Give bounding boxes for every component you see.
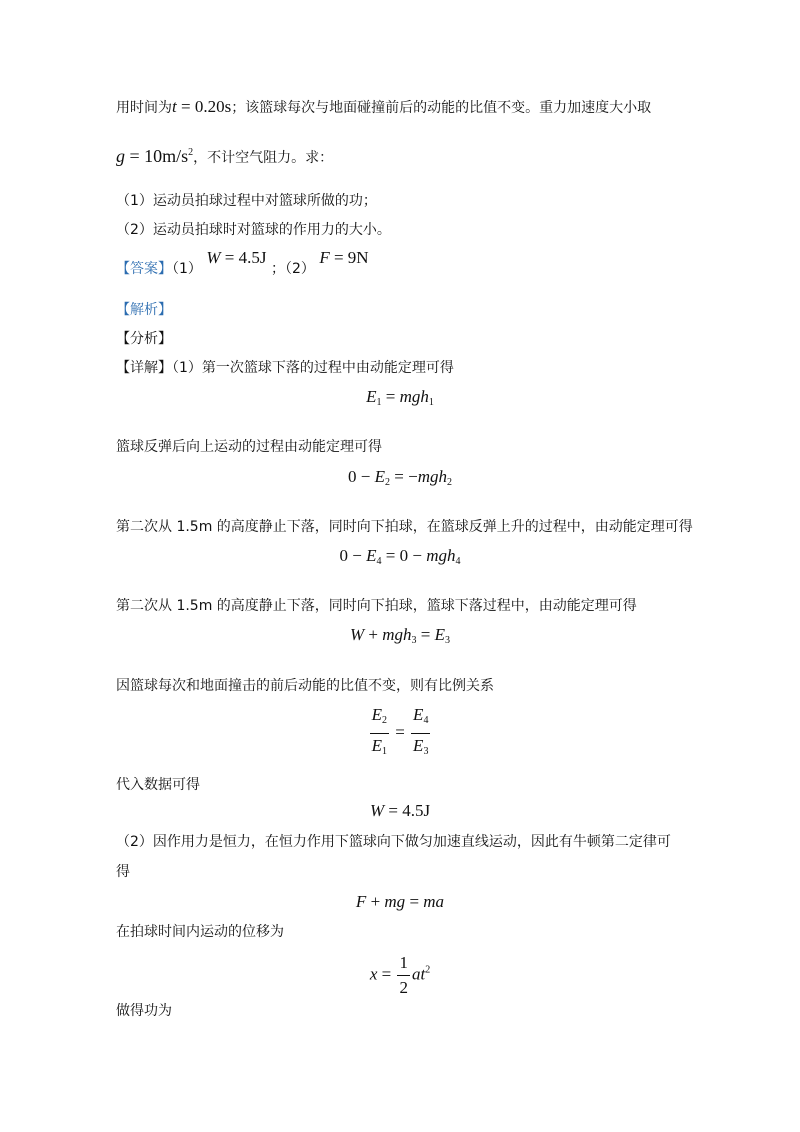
text-3: 第二次从 1.5m 的高度静止下落，同时向下拍球，篮球下落过程中，由动能定理可得 [116, 598, 637, 614]
equation-3: $0 - E_4 = 0 - mgh_4$ [339, 546, 461, 567]
text-8: 做得功为 [116, 1003, 172, 1019]
xiangjie-tag: 【详解】 [116, 360, 172, 376]
question-1: （1）运动员拍球过程中对篮球所做的功； [116, 193, 377, 209]
equation-5: $\frac{E_2}{E_1}$ = $\frac{E_4}{E_3}$ [0, 704, 800, 763]
text-6b: 得 [116, 864, 130, 880]
problem-line-2 [116, 143, 333, 168]
gravity-formula: $g = 10m/s^2$ [116, 146, 194, 166]
text-1: 篮球反弹后向上运动的过程由动能定理可得 [116, 439, 382, 455]
answer-line [116, 248, 369, 279]
answer-force-value: F = 9N [319, 248, 369, 267]
equation-2: $0 - E_2 = -mgh_2$ [348, 467, 452, 488]
section-xiangjie [116, 358, 454, 378]
answer-part-1-label: （1） [172, 261, 202, 277]
question-2: （2）运动员拍球时对篮球的作用力的大小。 [116, 222, 391, 238]
equation-4: $W + mgh_3 = E_3$ [349, 625, 451, 646]
text-2: 第二次从 1.5m 的高度静止下落，同时向下拍球，在篮球反弹上升的过程中，由动能定理可得 [116, 519, 693, 535]
equation-7: F + mg = ma [355, 892, 445, 911]
section-jiexi: 【解析】 [116, 302, 172, 318]
problem-text: ；该篮球每次与地面碰撞前后的动能的比值不变。重力加速度大小取 [231, 100, 652, 116]
section-fenxi: 【分析】 [116, 331, 172, 347]
xiangjie-text: （1）第一次篮球下落的过程中由动能定理可得 [172, 360, 454, 376]
equation-6: W = 4.5J [369, 801, 431, 820]
answer-tag: 【答案】 [116, 261, 172, 277]
problem-line-1 [116, 97, 651, 118]
text-7: 在拍球时间内运动的位移为 [116, 924, 284, 940]
time-formula: t = 0.20s [172, 97, 232, 116]
answer-separator: ；（2） [270, 261, 315, 277]
answer-work-value: W = 4.5J [206, 248, 267, 267]
text-4: 因篮球每次和地面撞击的前后动能的比值不变，则有比例关系 [116, 678, 494, 694]
text-5: 代入数据可得 [116, 777, 200, 793]
problem-text: 用时间为 [116, 100, 172, 116]
equation-1: $E_1 = mgh_1$ [366, 387, 434, 408]
text-6a: （2）因作用力是恒力，在恒力作用下篮球向下做匀加速直线运动，因此有牛顿第二定律可 [116, 834, 671, 850]
problem-text: ，不计空气阻力。求： [193, 150, 334, 166]
equation-8: x = $\frac{1}{2}$ $at^2$ [369, 953, 431, 997]
